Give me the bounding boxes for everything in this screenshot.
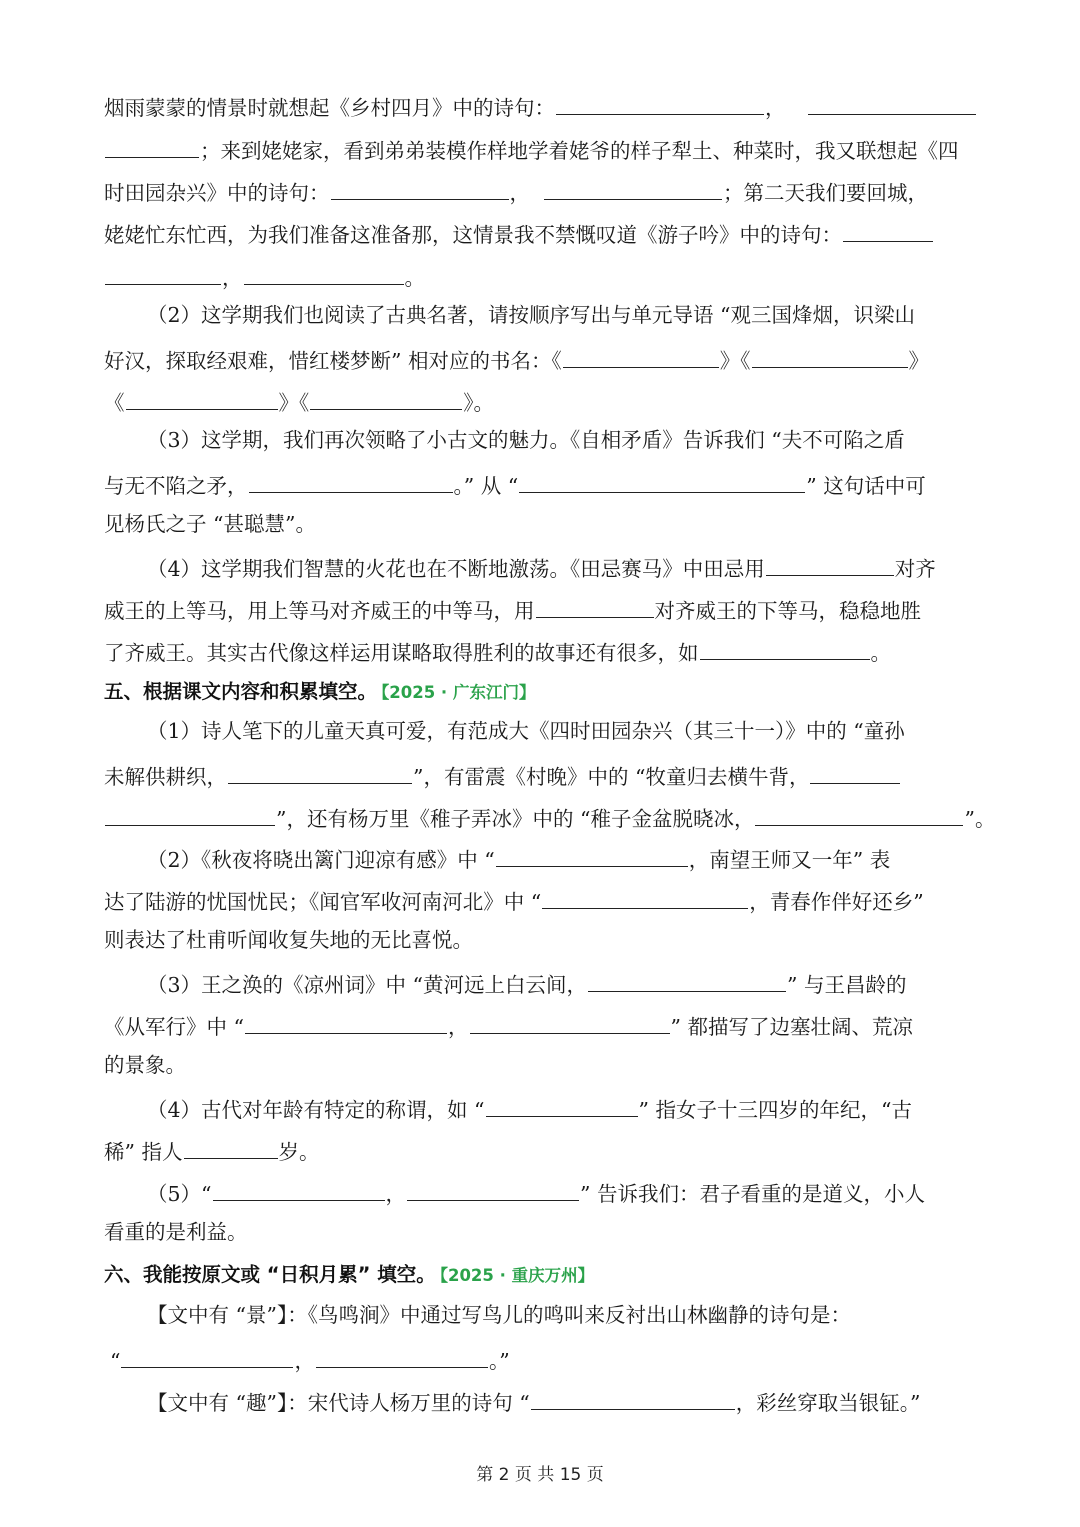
answer-blank[interactable] bbox=[843, 221, 933, 242]
answer-blank[interactable] bbox=[121, 1347, 293, 1368]
answer-blank[interactable] bbox=[331, 179, 509, 200]
answer-blank[interactable] bbox=[105, 137, 199, 158]
answer-blank[interactable] bbox=[752, 347, 908, 368]
answer-blank[interactable] bbox=[316, 1347, 488, 1368]
text-line: “ ， 。” bbox=[110, 1349, 510, 1373]
answer-blank[interactable] bbox=[519, 472, 805, 493]
answer-blank[interactable] bbox=[810, 763, 900, 784]
answer-blank[interactable] bbox=[105, 805, 275, 826]
answer-blank[interactable] bbox=[228, 763, 412, 784]
question-1: （1）诗人笔下的儿童天真可爱，有范成大《四时田园杂兴（其三十一）》中的 “童孙 bbox=[147, 719, 905, 743]
answer-blank[interactable] bbox=[588, 971, 786, 992]
text-line: 达了陆游的忧国忧民；《闻官军收河南河北》中 “ ，青春作伴好还乡” bbox=[104, 890, 924, 914]
answer-blank[interactable] bbox=[407, 1180, 579, 1201]
text-line: 稀” 指人 岁。 bbox=[104, 1140, 320, 1164]
section-five-heading: 五、根据课文内容和积累填空。 【2025 · 广东江门】 bbox=[104, 680, 536, 703]
text-line: 见杨氏之子 “甚聪慧”。 bbox=[104, 512, 316, 536]
answer-blank[interactable] bbox=[245, 1013, 447, 1034]
question-4: （4）古代对年龄有特定的称谓，如 “ ” 指女子十三四岁的年纪，“古 bbox=[147, 1098, 913, 1122]
question-fun: 【文中有 “趣”】：宋代诗人杨万里的诗句 “ ，彩丝穿取当银钲。” bbox=[147, 1391, 921, 1415]
answer-blank[interactable] bbox=[542, 888, 748, 909]
answer-blank[interactable] bbox=[470, 1013, 670, 1034]
text-line: 《 》《 》。 bbox=[104, 391, 494, 415]
text-line: 烟雨蒙蒙的情景时就想起《乡村四月》中的诗句： ， bbox=[104, 94, 978, 119]
answer-blank[interactable] bbox=[536, 597, 654, 618]
answer-blank[interactable] bbox=[544, 179, 722, 200]
answer-blank[interactable] bbox=[249, 472, 453, 493]
answer-blank[interactable] bbox=[700, 639, 870, 660]
question-scene: 【文中有 “景”】：《鸟鸣涧》中通过写鸟儿的鸣叫来反衬出山林幽静的诗句是： bbox=[147, 1303, 851, 1327]
question-5: （5）“ ， ” 告诉我们：君子看重的是道义，小人 bbox=[147, 1182, 926, 1206]
answer-blank[interactable] bbox=[766, 555, 894, 576]
text-line: ， 。 bbox=[104, 264, 978, 289]
text-line: ；来到姥姥家，看到弟弟装模作样地学着姥爷的样子犁土、种菜时，我又联想起《四 bbox=[104, 137, 978, 162]
section-source-tag: 【2025 · 重庆万州】 bbox=[439, 1266, 595, 1285]
text-line: 时田园杂兴》中的诗句： ， ；第二天我们要回城， bbox=[104, 181, 928, 205]
text-line: 则表达了杜甫听闻收复失地的无比喜悦。 bbox=[104, 928, 473, 952]
text-line: ”，还有杨万里《稚子弄冰》中的 “稚子金盆脱晓冰， ”。 bbox=[104, 805, 978, 830]
answer-blank[interactable] bbox=[105, 264, 221, 285]
page-number: 第 2 页 共 15 页 bbox=[476, 1465, 604, 1485]
answer-blank[interactable] bbox=[556, 94, 764, 115]
question-2: （2）这学期我们也阅读了古典名著，请按顺序写出与单元导语 “观三国烽烟，识梁山 bbox=[147, 303, 916, 327]
section-source-tag: 【2025 · 广东江门】 bbox=[381, 683, 536, 702]
text-line: 未解供耕织， ”，有雷震《村晚》中的 “牧童归去横牛背， bbox=[104, 763, 978, 788]
text-line: 威王的上等马，用上等马对齐威王的中等马，用 对齐威王的下等马，稳稳地胜 bbox=[104, 599, 921, 623]
answer-blank[interactable] bbox=[563, 347, 719, 368]
text-line: 的景象。 bbox=[104, 1053, 186, 1077]
question-3: （3）王之涣的《凉州词》中 “黄河远上白云间， ” 与王昌龄的 bbox=[147, 973, 907, 997]
answer-blank[interactable] bbox=[126, 389, 278, 410]
text-line: 看重的是利益。 bbox=[104, 1220, 248, 1244]
answer-blank[interactable] bbox=[531, 1389, 735, 1410]
text-line: 好汉，探取经艰难，惜红楼梦断” 相对应的书名：《 》《 》 bbox=[104, 349, 929, 373]
answer-blank[interactable] bbox=[184, 1138, 278, 1159]
answer-blank[interactable] bbox=[496, 846, 688, 867]
answer-blank[interactable] bbox=[808, 94, 976, 115]
question-4: （4）这学期我们智慧的火花也在不断地激荡。《田忌赛马》中田忌用 对齐 bbox=[147, 557, 936, 581]
answer-blank[interactable] bbox=[310, 389, 462, 410]
answer-blank[interactable] bbox=[244, 264, 404, 285]
section-six-heading: 六、我能按原文或 “日积月累” 填空。 【2025 · 重庆万州】 bbox=[104, 1263, 595, 1286]
text-line: 了齐威王。其实古代像这样运用谋略取得胜利的故事还有很多，如 。 bbox=[104, 641, 891, 665]
text-line: 与无不陷之矛， 。” 从 “ ” 这句话中可 bbox=[104, 474, 926, 498]
text-line: 姥姥忙东忙西，为我们准备这准备那，这情景我不禁慨叹道《游子吟》中的诗句： bbox=[104, 221, 978, 246]
question-2: （2）《秋夜将晓出篱门迎凉有感》中 “ ，南望王师又一年” 表 bbox=[147, 848, 891, 872]
answer-blank[interactable] bbox=[755, 805, 963, 826]
answer-blank[interactable] bbox=[213, 1180, 385, 1201]
answer-blank[interactable] bbox=[486, 1096, 638, 1117]
text-line: 《从军行》中 “ ， ” 都描写了边塞壮阔、荒凉 bbox=[104, 1015, 913, 1039]
question-3: （3）这学期，我们再次领略了小古文的魅力。《自相矛盾》告诉我们 “夫不可陷之盾 bbox=[147, 428, 905, 452]
